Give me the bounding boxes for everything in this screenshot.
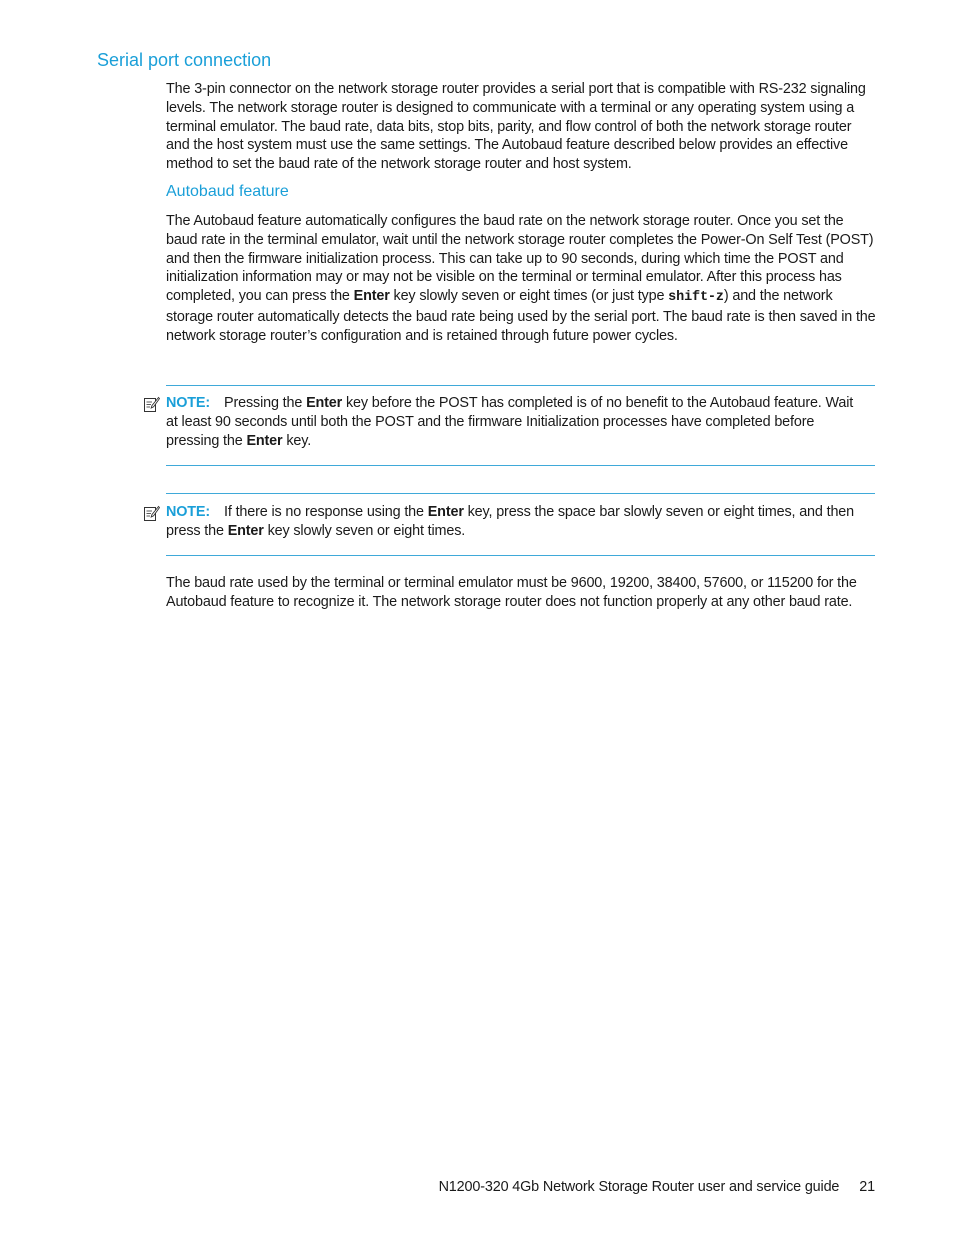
- note-text-b: key, press the space bar slowly seven or eight times, and then press the: [166, 504, 855, 539]
- section-heading: Serial port connection: [97, 50, 272, 70]
- subsection-heading: Autobaud feature: [166, 183, 289, 200]
- note-text-a: Pressing the: [224, 395, 307, 411]
- autobaud-text-c: ) and the network storage router automatically detects the baud rate being used by the serial port. The baud rate is then saved in the network storage router’s configuration and is retained through future power cycles.: [166, 288, 876, 344]
- autobaud-text-a: The Autobaud feature automatically configures the baud rate on the network storage router. Once you set the baud rate in the terminal emulator, wait until the network storage router completes the Power-On Self Test (POST) and then the firmware initialization process. This can take up to 90 seconds, during which time the POST and initialization information may or may not be visible on the terminal or terminal emulator. After this process has completed, you can press the: [166, 213, 874, 305]
- note1-bottom-rule: [166, 465, 875, 466]
- autobaud-paragraph: [166, 212, 876, 346]
- page-footer: [439, 1179, 875, 1195]
- note-label: NOTE:: [166, 395, 211, 411]
- note2-bottom-rule: [166, 555, 875, 556]
- enter-key-label: Enter: [227, 522, 264, 539]
- autobaud-text-b: key slowly seven or eight times (or just type: [389, 288, 669, 305]
- footer-title: N1200-320 4Gb Network Storage Router user and service guide: [438, 1179, 840, 1195]
- note-block: [166, 503, 866, 541]
- enter-key-label: Enter: [427, 504, 464, 520]
- shift-z-code: shift-z: [668, 290, 724, 306]
- enter-key-label: Enter: [306, 395, 343, 411]
- closing-paragraph: The baud rate used by the terminal or terminal emulator must be 9600, 19200, 38400, 57600, or 115200 for the Autobaud feature to recognize it. The network storage router does not function properly at any other baud rate.: [166, 575, 857, 610]
- note-text-b: key before the POST has completed is of no benefit to the Autobaud feature. Wait at least 90 seconds until both the POST and the firmware Initialization processes have completed before pressing the: [166, 395, 854, 449]
- note-label: NOTE:: [166, 504, 211, 520]
- note-block: [166, 394, 866, 450]
- intro-paragraph: The 3-pin connector on the network storage router provides a serial port that is compatible with RS-232 signaling levels. The network storage router is designed to communicate with a terminal or any operating system using a terminal emulator. The baud rate, data bits, stop bits, parity, and flow control of both the network storage router and the host system must use the same settings. The Autobaud feature described below provides an effective method to set the baud rate of the network storage router and host system.: [166, 81, 866, 173]
- page-number: 21: [859, 1179, 875, 1195]
- enter-key-label: Enter: [353, 288, 390, 305]
- note2-top-rule: [166, 493, 875, 494]
- note-pencil-icon: [143, 396, 160, 413]
- note-text-c: key.: [282, 432, 312, 449]
- note-pencil-icon: [143, 505, 160, 522]
- note-text-a: If there is no response using the: [224, 504, 428, 520]
- note-text-c: key slowly seven or eight times.: [263, 522, 466, 539]
- note1-top-rule: [166, 385, 875, 386]
- enter-key-label: Enter: [246, 432, 283, 449]
